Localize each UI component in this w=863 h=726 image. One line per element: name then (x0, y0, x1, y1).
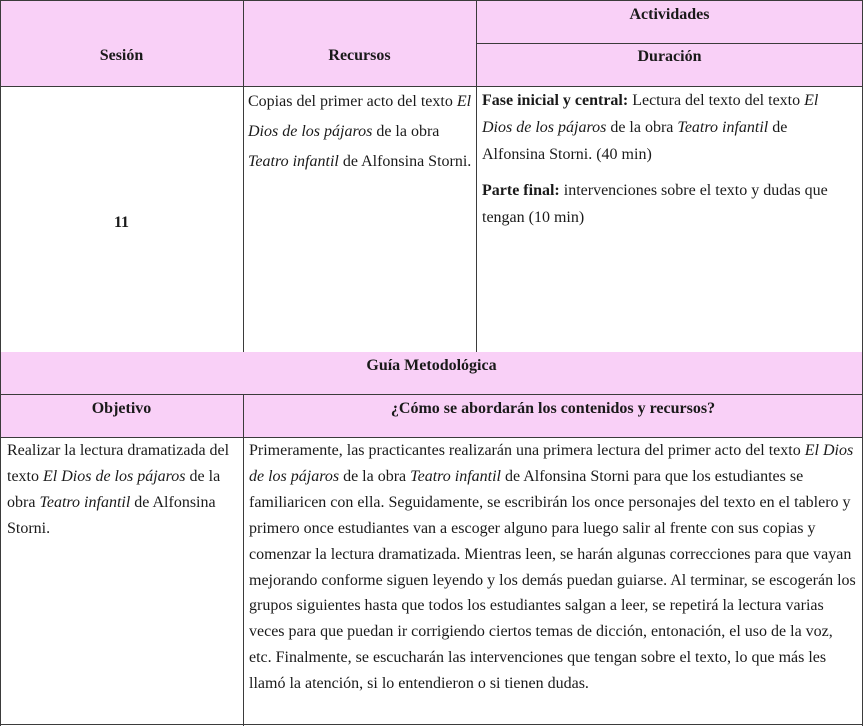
objetivo-text-2: de la obra (7, 468, 221, 511)
como-title: El Dios de los pájaros (249, 442, 854, 485)
objetivo-como-divider (243, 394, 244, 726)
fase-inicial-paragraph (482, 87, 852, 168)
actividades-cell (482, 87, 852, 231)
fase-inicial-work: Teatro infantil (677, 119, 769, 136)
recursos-text-3: de Alfonsina Storni. (338, 153, 472, 170)
fase-inicial-text-2: de la obra (606, 119, 678, 136)
session-number: 11 (113, 214, 130, 231)
table-top-border (0, 0, 863, 1)
como-text-3: de Alfonsina Storni para que los estudiantes se familiaricen con ella. Seguidamente, se escribirán los once personajes del texto en el tablero y primero once estudiantes van a escoger alguno para luego salir al frente con sus copias y comenzar la lectura dramatizada. Mientras leen, se harán algunas correcciones para que vayan mejorando conforme siguen leyendo y los demás puedan guiarse. Al terminar, se escogerán los grupos siguientes hasta que todos los estudiantes salgan a leer, se repetirá la lectura varias veces para que puedan ir corrigiendo ciertos temas de dicción, entonación, el uso de la voz, etc. Finalmente, se escucharán las intervenciones que tengan sobre el texto, lo que más les llamó la atención, si lo entendieron o si tienen dudas. (249, 467, 856, 693)
como-work: Teatro infantil (410, 467, 501, 485)
actividades-divider (476, 43, 863, 44)
objetivo-header: Objetivo (91, 400, 152, 417)
objetivo-title: El Dios de los pájaros (43, 468, 186, 485)
table-left-border (0, 0, 1, 726)
recursos-work: Teatro infantil (248, 153, 339, 170)
como-text-2: de la obra (339, 467, 411, 485)
como-header: ¿Cómo se abordarán los contenidos y recursos? (390, 400, 716, 417)
header-actividades: Actividades (629, 6, 710, 23)
table-bottom-border (0, 724, 863, 725)
como-cell (249, 438, 859, 697)
parte-final-text: intervenciones sobre el texto y dudas que tengan (10 min) (482, 182, 828, 226)
objetivo-work: Teatro infantil (39, 494, 131, 511)
objetivo-text-1: Realizar la lectura dramatizada del texto (7, 442, 230, 485)
header-sesion: Sesión (99, 47, 144, 64)
guia-divider (0, 394, 863, 395)
guia-title: Guía Metodológica (366, 357, 497, 374)
objetivo-text-3: de Alfonsina Storni. (7, 494, 216, 537)
header-recursos: Recursos (328, 47, 391, 64)
objetivo-cell (7, 438, 241, 542)
fase-inicial-label: Fase inicial y central: (482, 92, 629, 109)
recursos-actividades-divider (476, 0, 477, 352)
recursos-cell (248, 87, 473, 177)
fase-inicial-title: El Dios de los pájaros (482, 92, 819, 136)
header-duracion: Duración (637, 48, 702, 65)
fase-inicial-text-3: de Alfonsina Storni. (40 min) (482, 119, 788, 163)
como-text-1: Primeramente, las practicantes realizarán una primera lectura del primer acto del texto (249, 442, 805, 459)
parte-final-paragraph (482, 177, 852, 231)
recursos-text-2: de la obra (372, 123, 440, 140)
recursos-title: El Dios de los pájaros (248, 93, 472, 140)
guia-header-bottom-border (0, 437, 863, 438)
recursos-text-1: Copias del primer acto del texto (248, 93, 457, 110)
header-bottom-border (0, 86, 863, 87)
fase-inicial-text-1: Lectura del texto del texto (628, 92, 805, 109)
sesion-recursos-divider (243, 0, 244, 352)
parte-final-label: Parte final: (482, 182, 560, 199)
